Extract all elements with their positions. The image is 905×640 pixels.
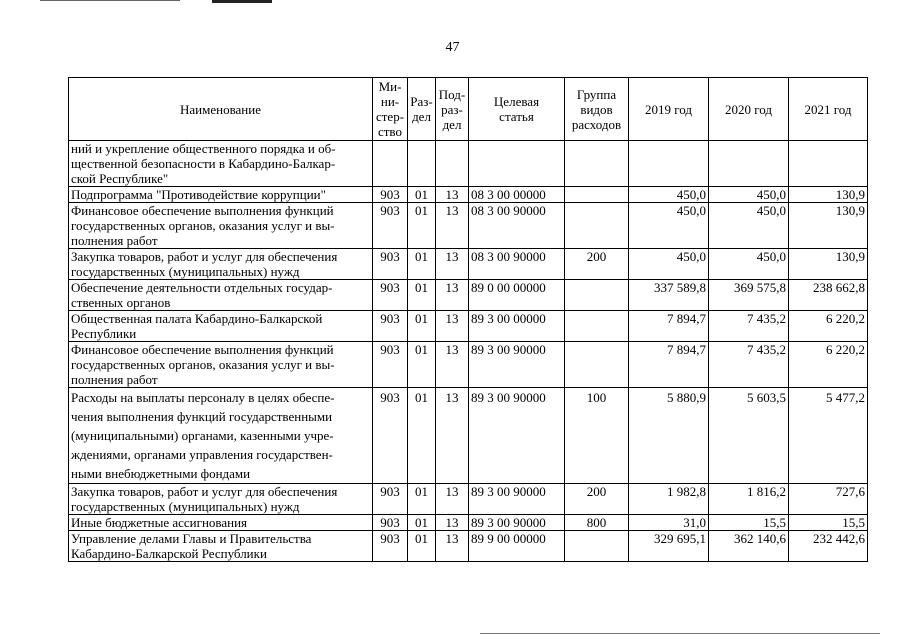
cell-group	[565, 187, 629, 203]
cell-subsection: 13	[436, 342, 469, 388]
table-row	[69, 515, 868, 531]
cell-2021: 6 220,2	[789, 311, 868, 342]
cell-group	[565, 280, 629, 311]
cell-section: 01	[408, 515, 436, 531]
scan-edge-mark	[212, 0, 272, 3]
header-name: Наименование	[69, 78, 373, 141]
cell-name-line: государственных (муниципальных) нужд	[71, 264, 300, 279]
cell-subsection: 13	[436, 187, 469, 203]
cell-2021: 6 220,2	[789, 342, 868, 388]
cell-ministry: 903	[373, 249, 408, 280]
cell-subsection: 13	[436, 280, 469, 311]
header-section: Раз- дел	[408, 78, 436, 141]
header-2020: 2020 год	[709, 78, 789, 141]
table-row	[69, 187, 868, 203]
cell-group: 200	[565, 484, 629, 515]
cell-name	[69, 484, 373, 515]
cell-name	[69, 187, 373, 203]
cell-2021	[789, 141, 868, 187]
cell-section: 01	[408, 187, 436, 203]
header-group: Группа видов расходов	[565, 78, 629, 141]
cell-name-line: ской Республике"	[71, 171, 169, 186]
cell-section: 01	[408, 203, 436, 249]
cell-section: 01	[408, 342, 436, 388]
cell-name-line: Расходы на выплаты персоналу в целях обеспе-	[71, 390, 335, 405]
cell-name-line: ными внебюджетными фондами	[71, 466, 251, 481]
cell-name	[69, 515, 373, 531]
cell-group: 100	[565, 388, 629, 484]
cell-section: 01	[408, 531, 436, 562]
cell-section: 01	[408, 388, 436, 484]
cell-2019: 337 589,8	[629, 280, 709, 311]
table-body	[69, 141, 868, 562]
cell-name-line: государственных органов, оказания услуг и вы-	[71, 357, 335, 372]
cell-2019: 7 894,7	[629, 342, 709, 388]
cell-2020: 15,5	[709, 515, 789, 531]
header-target: Целевая статья	[469, 78, 565, 141]
cell-2020: 1 816,2	[709, 484, 789, 515]
cell-2020: 450,0	[709, 203, 789, 249]
cell-subsection: 13	[436, 515, 469, 531]
cell-group	[565, 203, 629, 249]
cell-subsection: 13	[436, 531, 469, 562]
cell-name	[69, 531, 373, 562]
cell-target: 89 3 00 90000	[469, 388, 565, 484]
cell-name	[69, 203, 373, 249]
cell-name-line: Закупка товаров, работ и услуг для обеспечения	[71, 484, 338, 499]
header-2021: 2021 год	[789, 78, 868, 141]
cell-subsection: 13	[436, 203, 469, 249]
cell-target	[469, 141, 565, 187]
budget-table	[68, 77, 868, 562]
table-row	[69, 280, 868, 311]
cell-group: 800	[565, 515, 629, 531]
cell-name-line: ждениями, органами управления государствен-	[71, 447, 333, 462]
cell-target: 89 0 00 00000	[469, 280, 565, 311]
cell-name-line: полнения работ	[71, 233, 158, 248]
cell-2021: 130,9	[789, 203, 868, 249]
cell-2021: 15,5	[789, 515, 868, 531]
cell-name-line: (муниципальными) органами, казенными учре-	[71, 428, 334, 443]
scan-edge-line	[40, 0, 180, 1]
cell-name-line: Общественная палата Кабардино-Балкарской	[71, 311, 323, 326]
cell-target: 89 9 00 00000	[469, 531, 565, 562]
cell-name	[69, 280, 373, 311]
table-row	[69, 141, 868, 187]
cell-2021: 238 662,8	[789, 280, 868, 311]
cell-name-line: Подпрограмма "Противодействие коррупции"	[71, 187, 326, 202]
cell-2019: 450,0	[629, 249, 709, 280]
cell-name-line: ственных органов	[71, 295, 171, 310]
cell-target: 08 3 00 90000	[469, 203, 565, 249]
cell-2020: 450,0	[709, 249, 789, 280]
cell-ministry: 903	[373, 342, 408, 388]
table-row	[69, 203, 868, 249]
cell-2019: 31,0	[629, 515, 709, 531]
cell-target: 89 3 00 90000	[469, 515, 565, 531]
cell-2019	[629, 141, 709, 187]
cell-2020: 369 575,8	[709, 280, 789, 311]
cell-name-line: Финансовое обеспечение выполнения функций	[71, 342, 334, 357]
cell-2020	[709, 141, 789, 187]
cell-group	[565, 141, 629, 187]
cell-name-line: щественной безопасности в Кабардино-Балкар-	[71, 156, 336, 171]
cell-ministry: 903	[373, 515, 408, 531]
cell-2021: 130,9	[789, 249, 868, 280]
cell-2019: 1 982,8	[629, 484, 709, 515]
cell-subsection: 13	[436, 249, 469, 280]
cell-name-line: Республики	[71, 326, 137, 341]
table-row	[69, 388, 868, 484]
table-row	[69, 249, 868, 280]
cell-name	[69, 342, 373, 388]
scan-edge-line-bottom	[480, 633, 880, 634]
cell-group	[565, 531, 629, 562]
cell-name	[69, 141, 373, 187]
cell-ministry: 903	[373, 280, 408, 311]
table-row	[69, 531, 868, 562]
cell-ministry	[373, 141, 408, 187]
cell-ministry: 903	[373, 311, 408, 342]
cell-name-line: Иные бюджетные ассигнования	[71, 515, 248, 530]
cell-2019: 5 880,9	[629, 388, 709, 484]
page-number: 47	[445, 40, 460, 55]
cell-subsection: 13	[436, 311, 469, 342]
cell-section: 01	[408, 280, 436, 311]
cell-name-line: Управление делами Главы и Правительства	[71, 531, 312, 546]
cell-group: 200	[565, 249, 629, 280]
table-row	[69, 484, 868, 515]
cell-subsection: 13	[436, 388, 469, 484]
cell-name-line: Финансовое обеспечение выполнения функций	[71, 203, 334, 218]
cell-ministry: 903	[373, 187, 408, 203]
header-subsection: Под- раз- дел	[436, 78, 469, 141]
cell-2020: 450,0	[709, 187, 789, 203]
cell-2020: 5 603,5	[709, 388, 789, 484]
cell-2020: 362 140,6	[709, 531, 789, 562]
cell-ministry: 903	[373, 203, 408, 249]
cell-name	[69, 388, 373, 484]
cell-2021: 232 442,6	[789, 531, 868, 562]
header-ministry: Ми- ни- стер- ство	[373, 78, 408, 141]
cell-target: 89 3 00 90000	[469, 484, 565, 515]
cell-2019: 329 695,1	[629, 531, 709, 562]
header-2019: 2019 год	[629, 78, 709, 141]
cell-name-line: государственных (муниципальных) нужд	[71, 499, 300, 514]
cell-target: 89 3 00 90000	[469, 342, 565, 388]
cell-ministry: 903	[373, 388, 408, 484]
table-row	[69, 342, 868, 388]
cell-2021: 130,9	[789, 187, 868, 203]
cell-section: 01	[408, 311, 436, 342]
cell-name-line: государственных органов, оказания услуг и вы-	[71, 218, 335, 233]
cell-ministry: 903	[373, 484, 408, 515]
cell-name-line: Закупка товаров, работ и услуг для обеспечения	[71, 249, 338, 264]
cell-subsection	[436, 141, 469, 187]
cell-group	[565, 311, 629, 342]
table-row	[69, 311, 868, 342]
cell-target: 08 3 00 90000	[469, 249, 565, 280]
cell-name	[69, 249, 373, 280]
cell-name-line: полнения работ	[71, 372, 158, 387]
cell-2021: 5 477,2	[789, 388, 868, 484]
cell-section: 01	[408, 249, 436, 280]
cell-target: 08 3 00 00000	[469, 187, 565, 203]
cell-2019: 450,0	[629, 187, 709, 203]
cell-2019: 450,0	[629, 203, 709, 249]
cell-section: 01	[408, 484, 436, 515]
cell-section	[408, 141, 436, 187]
cell-group	[565, 342, 629, 388]
cell-name	[69, 311, 373, 342]
cell-target: 89 3 00 00000	[469, 311, 565, 342]
cell-2019: 7 894,7	[629, 311, 709, 342]
cell-subsection: 13	[436, 484, 469, 515]
cell-name-line: ний и укрепление общественного порядка и об-	[71, 141, 336, 156]
cell-name-line: чения выполнения функций государственными	[71, 409, 333, 424]
cell-name-line: Обеспечение деятельности отдельных государ-	[71, 280, 333, 295]
cell-name-line: Кабардино-Балкарской Республики	[71, 546, 267, 561]
cell-2020: 7 435,2	[709, 342, 789, 388]
cell-ministry: 903	[373, 531, 408, 562]
cell-2020: 7 435,2	[709, 311, 789, 342]
cell-2021: 727,6	[789, 484, 868, 515]
table-header-row	[69, 78, 868, 141]
